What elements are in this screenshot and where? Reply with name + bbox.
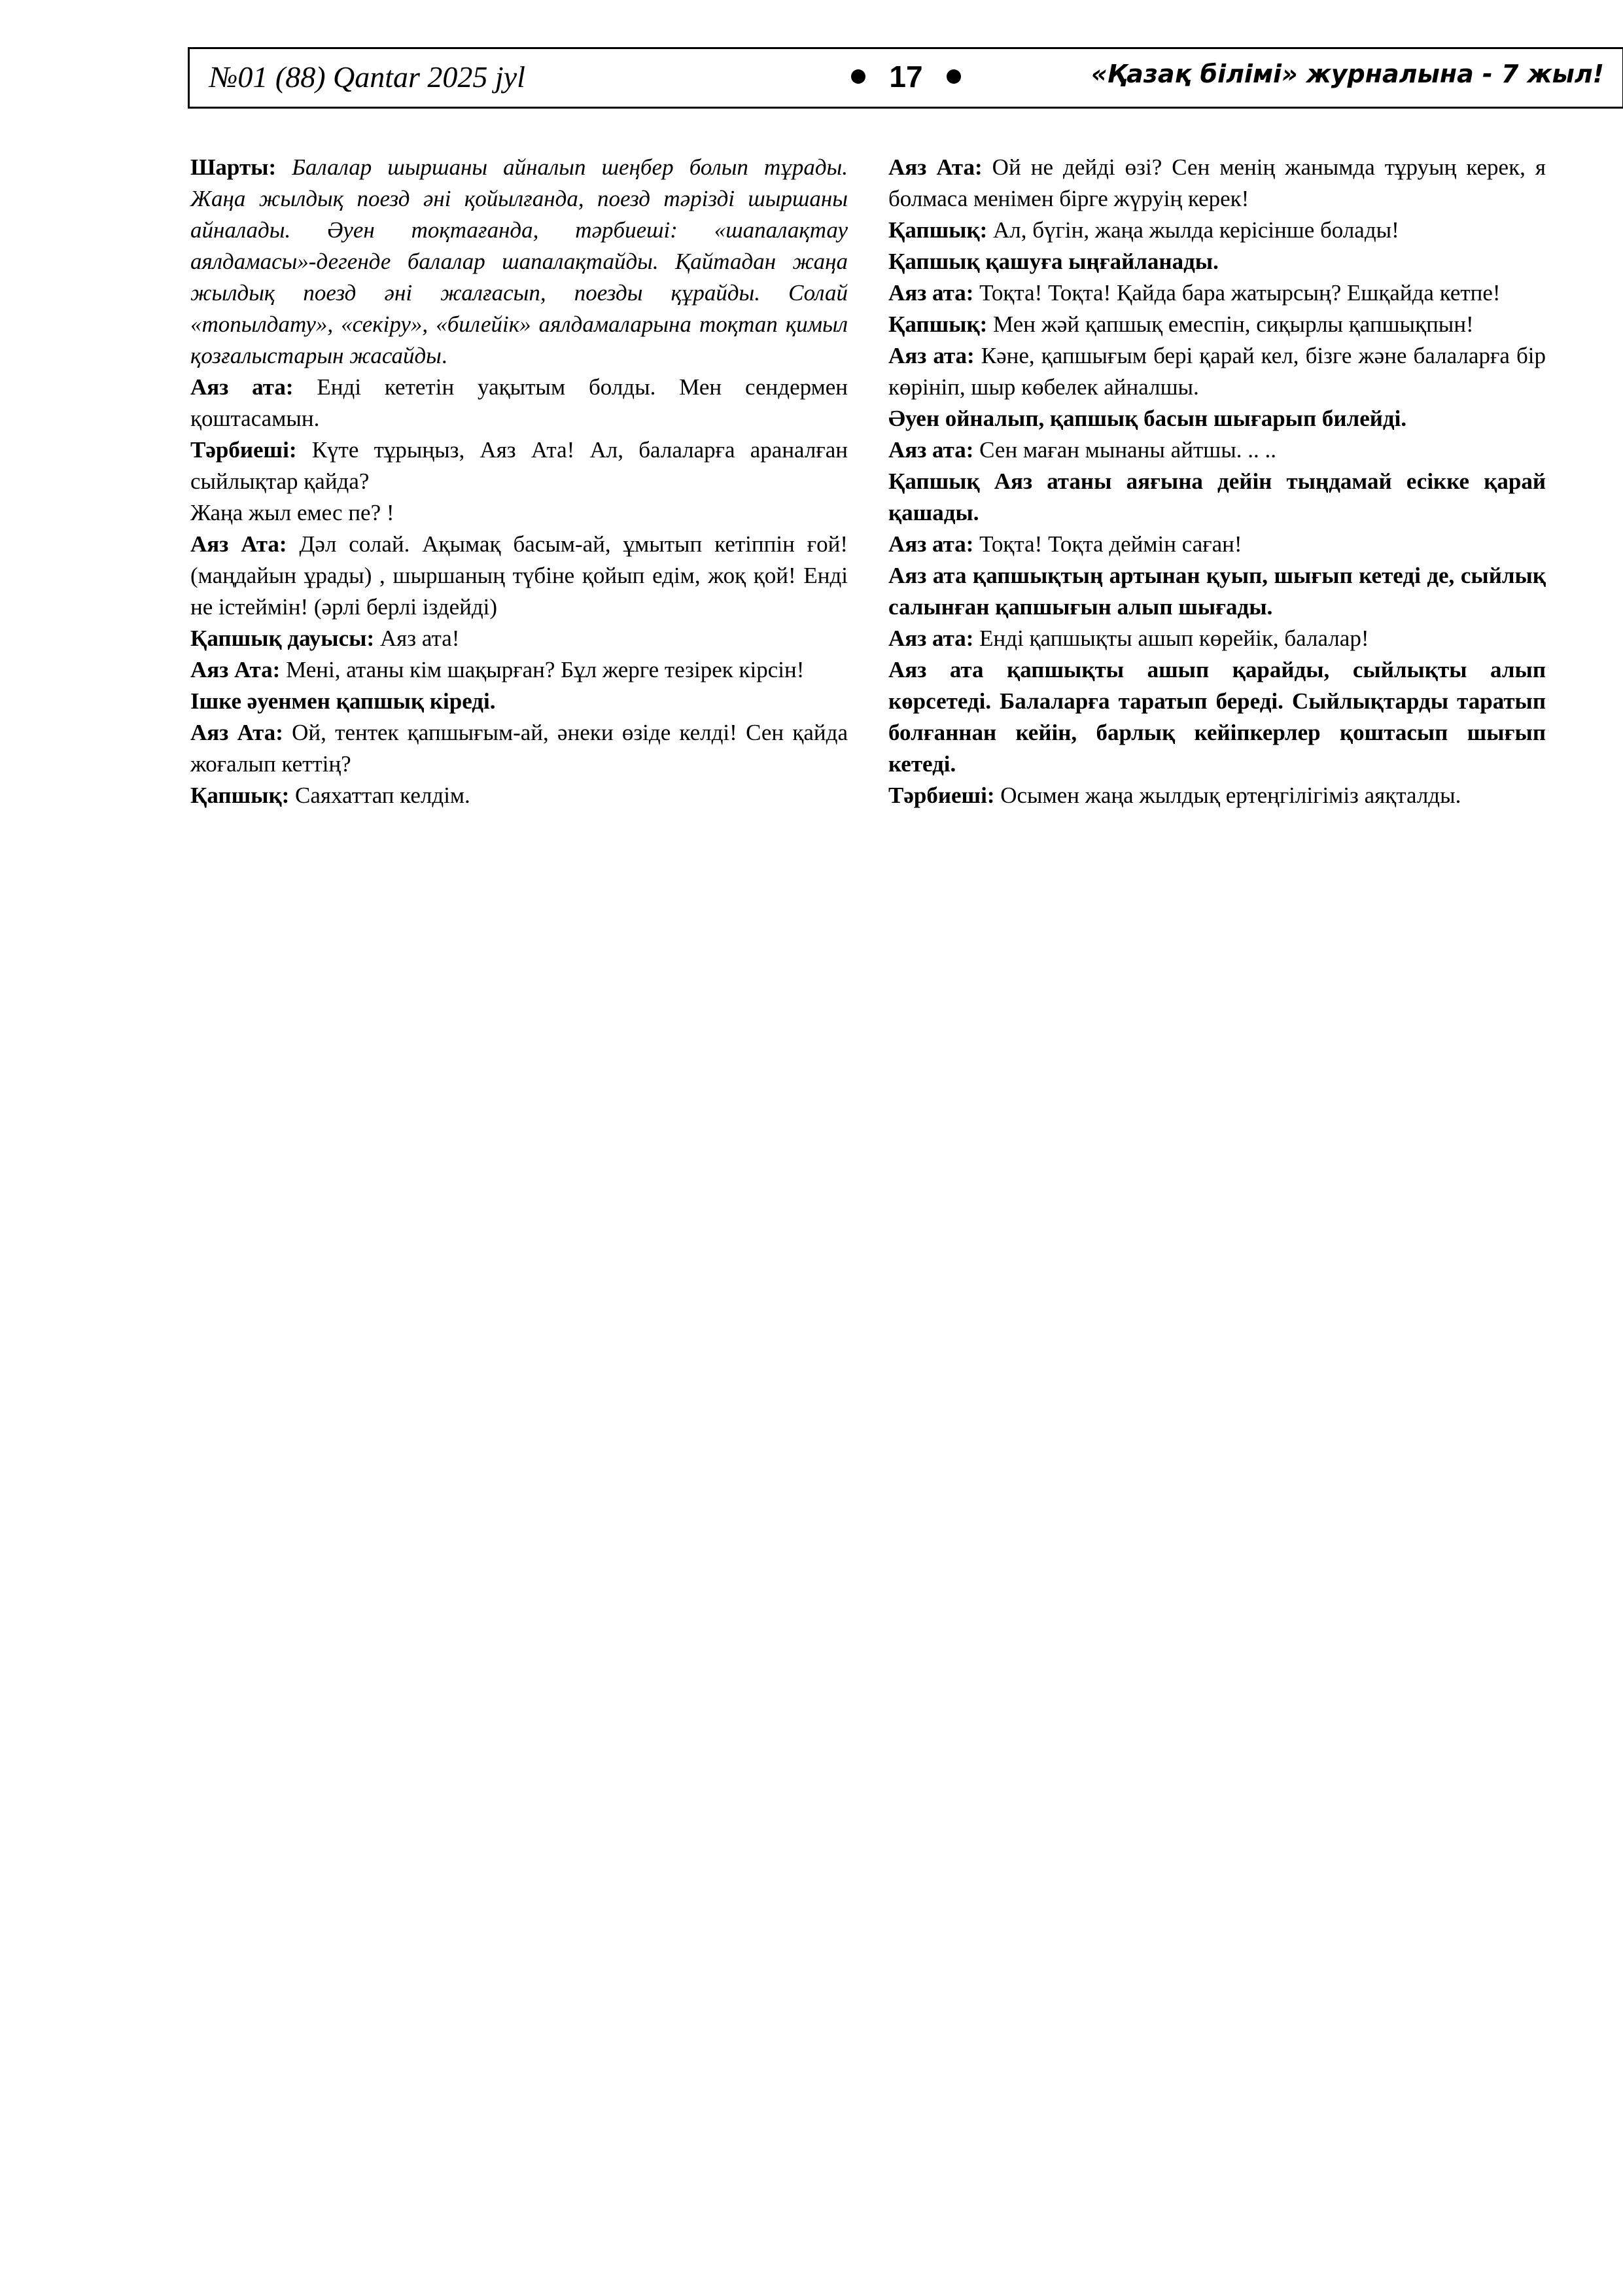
dialogue-line bbox=[190, 780, 848, 811]
dialogue-text: Жаңа жыл емес пе? ! bbox=[190, 500, 394, 525]
dialogue-line bbox=[190, 497, 848, 529]
speaker-label: Аяз Ата: bbox=[190, 531, 287, 557]
dialogue-text: Сен маған мынаны айтшы. .. .. bbox=[973, 437, 1276, 463]
dialogue-line bbox=[888, 309, 1546, 340]
dialogue-line bbox=[190, 529, 848, 623]
journal-anniversary-note: «Қазақ білімі» журналына - 7 жыл! bbox=[1091, 60, 1604, 88]
stage-direction-end: . bbox=[441, 343, 447, 368]
speaker-label: Аяз ата: bbox=[888, 531, 974, 557]
issue-info: №01 (88) Qantar 2025 jyl bbox=[209, 60, 525, 94]
dialogue-line bbox=[190, 372, 848, 434]
speaker-label: Қапшық: bbox=[888, 217, 988, 243]
stage-direction-text: Балалар шыршаны айналып шеңбер болып тұрады. Жаңа жылдық поезд әні қойылғанда, поезд тәрізді шыршаны айналады. Әуен тоқтағанда, тәрбиеші: «шапалақтау аялдамасы»-дегенде балалар шапалақтайды. Қайтадан жаңа жылдық поезд әні жалғасып, поезды құрайды. Солай «топылдату», «секіру», «билейік» аялдамаларына тоқтап қимыл қозғалыстарын жасайды bbox=[190, 154, 848, 368]
stage-direction: Қапшық Аяз атаны аяғына дейін тыңдамай есікке қарай қашады. bbox=[888, 468, 1546, 525]
bullet-right-icon bbox=[947, 69, 961, 84]
speaker-label: Тәрбиеші: bbox=[190, 437, 297, 463]
speaker-label: Аяз Ата: bbox=[190, 720, 283, 745]
dialogue-line bbox=[888, 152, 1546, 215]
dialogue-text: Күте тұрыңыз, Аяз Ата! Ал, балаларға араналған сыйлықтар қайда? bbox=[190, 437, 848, 494]
left-column bbox=[190, 152, 848, 811]
speaker-label: Аяз ата: bbox=[888, 437, 974, 463]
speaker-label: Қапшық: bbox=[190, 783, 290, 808]
dialogue-line bbox=[190, 434, 848, 497]
dialogue-line bbox=[888, 340, 1546, 403]
speaker-label: Аяз Ата: bbox=[190, 657, 281, 682]
dialogue-text: Дәл солай. Ақымақ басым-ай, ұмытып кетіппін ғой! (маңдайын ұрады) , шыршаның түбіне қойып едім, жоқ қой! Енді не істеймін! (әрлі берлі іздейді) bbox=[190, 531, 848, 620]
dialogue-text: Енді қапшықты ашып көрейік, балалар! bbox=[973, 626, 1369, 651]
page-number: 17 bbox=[889, 60, 923, 94]
stage-direction: Аяз ата қапшықты ашып қарайды, сыйлықты алып көрсетеді. Балаларға таратып береді. Сыйлықтарды таратып болғаннан кейін, барлық кейіпкерлер қоштасып шығып кетеді. bbox=[888, 657, 1546, 777]
dialogue-text: Енді кететін уақытым болды. Мен сендермен қоштасамын. bbox=[190, 374, 848, 431]
stage-direction: Әуен ойналып, қапшық басын шығарып билейді. bbox=[888, 406, 1407, 431]
speaker-label: Аяз ата: bbox=[888, 280, 974, 306]
speaker-label: Аяз ата: bbox=[190, 374, 294, 400]
speaker-label: Қапшық дауысы: bbox=[190, 626, 375, 651]
dialogue-line bbox=[190, 623, 848, 654]
dialogue-line bbox=[888, 623, 1546, 654]
dialogue-text: Тоқта! Тоқта! Қайда бара жатырсың? Ешқайда кетпе! bbox=[973, 280, 1501, 306]
speaker-label: Аяз ата: bbox=[888, 626, 974, 651]
page-header bbox=[188, 47, 1623, 109]
speaker-label: Аяз Ата: bbox=[888, 154, 983, 180]
dialogue-line bbox=[888, 529, 1546, 560]
speaker-label: Тәрбиеші: bbox=[888, 783, 995, 808]
dialogue-text: Мен жәй қапшық емеспін, сиқырлы қапшықпын! bbox=[987, 311, 1474, 337]
dialogue-text: Тоқта! Тоқта деймін саған! bbox=[973, 531, 1242, 557]
dialogue-text: Аяз ата! bbox=[374, 626, 460, 651]
stage-direction: Ішке әуенмен қапшық кіреді. bbox=[190, 688, 496, 714]
page-number-block bbox=[805, 57, 1007, 96]
dialogue-line bbox=[888, 780, 1546, 811]
stage-direction: Қапшық қашуға ыңғайланады. bbox=[888, 249, 1219, 274]
speaker-label: Аяз ата: bbox=[888, 343, 975, 368]
dialogue-text: Ой не дейді өзі? Сен менің жанымда тұруың керек, я болмаса менімен бірге жүруің керек! bbox=[888, 154, 1546, 211]
dialogue-line bbox=[190, 654, 848, 686]
dialogue-line bbox=[888, 277, 1546, 309]
stage-direction: Аяз ата қапшықтың артынан қуып, шығып кетеді де, сыйлық салынған қапшығын алып шығады. bbox=[888, 563, 1546, 620]
dialogue-text: Ал, бүгін, жаңа жылда керісінше болады! bbox=[987, 217, 1399, 243]
bullet-left-icon bbox=[851, 69, 865, 84]
right-column bbox=[888, 152, 1546, 811]
dialogue-line bbox=[888, 434, 1546, 466]
stage-conditions bbox=[190, 152, 848, 372]
dialogue-text: Саяхаттап келдім. bbox=[289, 783, 470, 808]
dialogue-text: Мені, атаны кім шақырған? Бұл жерге тезірек кірсін! bbox=[280, 657, 805, 682]
dialogue-text: Осымен жаңа жылдық ертеңгілігіміз аяқталды. bbox=[994, 783, 1461, 808]
speaker-label: Шарты: bbox=[190, 154, 277, 180]
dialogue-line bbox=[190, 717, 848, 780]
dialogue-text: Кәне, қапшығым бері қарай кел, бізге және балаларға бір көрініп, шыр көбелек айналшы. bbox=[888, 343, 1546, 400]
dialogue-text: Ой, тентек қапшығым-ай, әнеки өзіде келді! Сен қайда жоғалып кеттің? bbox=[190, 720, 848, 777]
speaker-label: Қапшық: bbox=[888, 311, 988, 337]
dialogue-line bbox=[888, 215, 1546, 246]
